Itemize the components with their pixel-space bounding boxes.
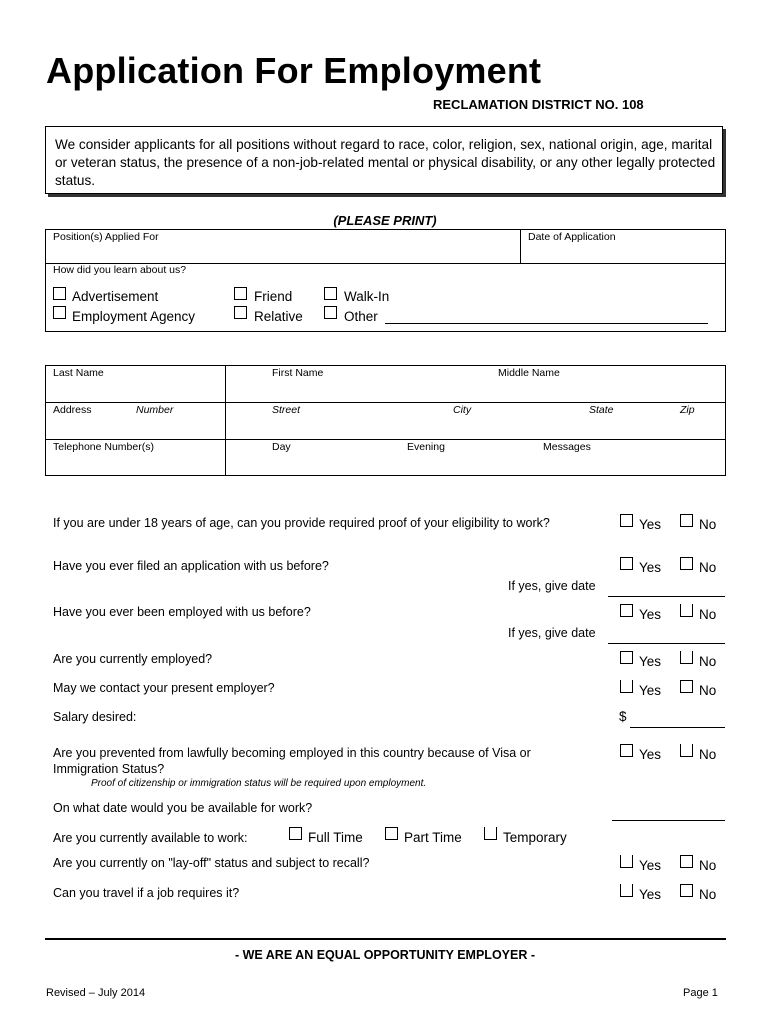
salary-dollar-sign: $ [619,709,627,724]
state-label: State [589,404,614,416]
q3-date-label: If yes, give date [508,626,596,640]
other-label: Other [344,309,378,324]
messages-label: Messages [543,441,591,453]
employment-agency-checkbox[interactable] [53,306,66,319]
q2-no-label: No [699,560,717,575]
q11-yes-label: Yes [639,887,662,902]
q3-yes-label: Yes [639,607,662,622]
question-currently-employed: Are you currently employed? [53,652,213,666]
q5-yes-label: Yes [639,683,662,698]
equal-opportunity-statement: - WE ARE AN EQUAL OPPORTUNITY EMPLOYER - [234,948,536,962]
footer-divider [45,938,726,940]
q5-no-label: No [699,683,717,698]
question-salary: Salary desired: [53,710,137,724]
question-visa-status: Are you prevented from lawfully becoming employed in this country because of Visa or Immigration Status? [53,746,531,776]
question-available-date: On what date would you be available for work? [53,801,313,815]
q11-no-label: No [699,887,717,902]
available-date-input-line[interactable] [612,820,725,821]
learn-about-label: How did you learn about us? [53,264,187,276]
number-label: Number [136,404,174,416]
q4-no-checkbox[interactable] [680,651,693,664]
page-number: Page 1 [683,987,718,999]
full-time-label: Full Time [308,830,363,845]
telephone-label: Telephone Number(s) [53,441,154,453]
question-contact-employer: May we contact your present employer? [53,681,275,695]
part-time-checkbox[interactable] [385,827,398,840]
relative-label: Relative [254,309,303,324]
q11-no-checkbox[interactable] [680,884,693,897]
question-travel: Can you travel if a job requires it? [53,886,240,900]
q2-date-input-line[interactable] [608,596,725,597]
q4-yes-checkbox[interactable] [620,651,633,664]
middle-name-label: Middle Name [498,367,560,379]
walk-in-label: Walk-In [344,289,390,304]
walk-in-checkbox[interactable] [324,287,337,300]
nondiscrimination-notice: We consider applicants for all positions without regard to race, color, religion, sex, national origin, age, marital or veteran status, the presence of a non-job-related mental or physical disability, or any other legally protected status. [45,126,723,194]
relative-checkbox[interactable] [234,306,247,319]
question-available-to-work: Are you currently available to work: [53,831,248,845]
street-label: Street [272,404,301,416]
other-input-line[interactable] [385,323,708,324]
q7-yes-label: Yes [639,747,662,762]
citizenship-note: Proof of citizenship or immigration status will be required upon employment. [91,778,427,789]
q11-yes-checkbox[interactable] [620,884,633,897]
q10-yes-label: Yes [639,858,662,873]
other-checkbox[interactable] [324,306,337,319]
address-label: Address [53,404,92,416]
q3-yes-checkbox[interactable] [620,604,633,617]
q4-yes-label: Yes [639,654,662,669]
question-filed-before: Have you ever filed an application with us before? [53,559,329,573]
q7-no-checkbox[interactable] [680,744,693,757]
position-label: Position(s) Applied For [53,231,159,243]
q1-yes-label: Yes [639,517,662,532]
advertisement-checkbox[interactable] [53,287,66,300]
q2-date-label: If yes, give date [508,579,596,593]
please-print-heading: (PLEASE PRINT) [333,213,437,228]
q7-no-label: No [699,747,717,762]
q5-no-checkbox[interactable] [680,680,693,693]
q2-no-checkbox[interactable] [680,557,693,570]
question-lay-off: Are you currently on "lay-off" status and subject to recall? [53,856,370,870]
temporary-label: Temporary [503,830,567,845]
district-name: RECLAMATION DISTRICT NO. 108 [433,97,644,112]
q1-no-checkbox[interactable] [680,514,693,527]
q3-no-label: No [699,607,717,622]
revised-date: Revised – July 2014 [46,987,146,999]
last-name-label: Last Name [53,367,104,379]
city-label: City [453,404,472,416]
question-under-18: If you are under 18 years of age, can you provide required proof of your eligibility to work? [53,516,550,530]
date-of-application-label: Date of Application [528,231,616,243]
q10-no-label: No [699,858,717,873]
q2-yes-label: Yes [639,560,662,575]
address-field[interactable] [46,417,725,438]
page-title: Application For Employment [46,50,542,91]
temporary-checkbox[interactable] [484,827,497,840]
zip-label: Zip [680,404,695,416]
part-time-label: Part Time [404,830,462,845]
employment-agency-label: Employment Agency [72,309,196,324]
q3-no-checkbox[interactable] [680,604,693,617]
advertisement-label: Advertisement [72,289,159,304]
telephone-field[interactable] [46,454,725,475]
q1-yes-checkbox[interactable] [620,514,633,527]
q5-yes-checkbox[interactable] [620,680,633,693]
name-field[interactable] [46,380,725,401]
q2-yes-checkbox[interactable] [620,557,633,570]
salary-input-line[interactable] [630,727,725,728]
first-name-label: First Name [272,367,324,379]
evening-label: Evening [407,441,445,453]
q3-date-input-line[interactable] [608,643,725,644]
question-employed-before: Have you ever been employed with us before? [53,605,311,619]
full-time-checkbox[interactable] [289,827,302,840]
friend-label: Friend [254,289,293,304]
q10-no-checkbox[interactable] [680,855,693,868]
q7-yes-checkbox[interactable] [620,744,633,757]
friend-checkbox[interactable] [234,287,247,300]
q4-no-label: No [699,654,717,669]
day-label: Day [272,441,291,453]
q10-yes-checkbox[interactable] [620,855,633,868]
q1-no-label: No [699,517,717,532]
